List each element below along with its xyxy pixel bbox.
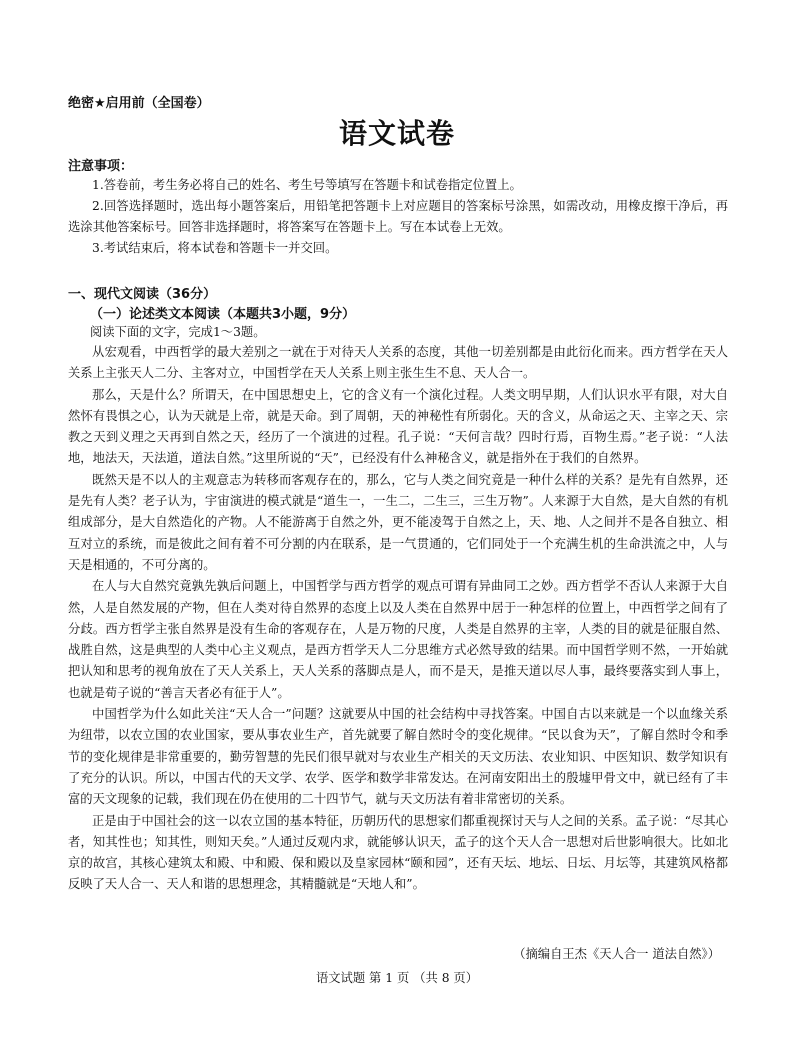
notice-item: 3.考试结束后，将本试卷和答题卡一并交回。 [92, 241, 338, 255]
subsection-heading: （一）论述类文本阅读（本题共3小题，9分） [90, 307, 356, 322]
reading-instruction: 阅读下面的文字，完成1～3题。 [90, 325, 266, 339]
passage-paragraph: 既然天是不以人的主观意志为转移而客观存在的，那么，它与人类之间究竟是一种什么样的关系？是先有自然界，还是先有人类？老子认为，宇宙演进的模式就是“道生一，一生二，二生三，三生万物”。人来源于大自然，是大自然的有机组成部分，是大自然造化的产物。人不能游离于自然之外，更不能凌驾于自然之上，天、地、人之间并不是各自独立、相互对立的系统，而是彼此之间有着不可分割的内在联系，是一气贯通的，它们同处于一个充满生机的生命洪流之中，人与天是相通的，不可分离的。 [68, 472, 728, 572]
reading-passage [68, 342, 728, 896]
section-heading: 一、现代文阅读（36分） [68, 287, 217, 302]
passage-paragraph: 在人与大自然究竟孰先孰后问题上，中国哲学与西方哲学的观点可谓有异曲同工之妙。西方哲学不否认人来源于大自然，人是自然发展的产物，但在人类对待自然界的态度上以及人类在自然界中居于一种怎样的位置上，中西哲学之间有了分歧。西方哲学主张自然界是没有生命的客观存在，人是万物的尺度，人类是自然界的主宰，人类的目的就是征服自然、战胜自然，这是典型的人类中心主义观点，是西方哲学天人二分思维方式必然导致的结果。而中国哲学则不然，一开始就把认知和思考的视角放在了天人关系上，天人关系的落脚点是人，而不是天，是推天道以尽人事，最终要落实到人事上，也就是荀子说的“善言天者必有征于人”。 [68, 579, 728, 700]
notice-item: 2.回答选择题时，选出每小题答案后，用铅笔把答题卡上对应题目的答案标号涂黑，如需改动，用橡皮擦干净后，再选涂其他答案标号。回答非选择题时，将答案写在答题卡上。写在本试卷上无效。 [68, 199, 728, 234]
notice-list [68, 175, 728, 259]
passage-source: （摘编自王杰《天人合一 道法自然》） [513, 947, 720, 961]
passage-paragraph: 那么，天是什么？所谓天，在中国思想史上，它的含义有一个演化过程。人类文明早期，人们认识水平有限，对大自然怀有畏惧之心，认为天就是上帝，就是天命。到了周朝，天的神秘性有所弱化。天的含义，从命运之天、主宰之天、宗教之天到义理之天再到自然之天，经历了一个演进的过程。孔子说：“天何言哉？四时行焉，百物生焉。”老子说：“人法地，地法天，天法道，道法自然。”这里所说的“天”，已经没有什么神秘含义，就是指外在于我们的自然界。 [68, 387, 728, 466]
passage-paragraph: 中国哲学为什么如此关注“天人合一”问题？这就要从中国的社会结构中寻找答案。中国自古以来就是一个以血缘关系为纽带，以农立国的农业国家，要从事农业生产，首先就要了解自然时令的变化规律。“民以食为天”，了解自然时令和季节的变化规律是非常重要的，勤劳智慧的先民们很早就对与农业生产相关的天文历法、农业知识、中医知识、数学知识有了充分的认识。所以，中国古代的天文学、农学、医学和数学非常发达。在河南安阳出土的殷墟甲骨文中，就已经有了丰富的天文现象的记载，我们现在仍在使用的二十四节气，就与天文历法有着非常密切的关系。 [68, 707, 728, 807]
passage-paragraph: 正是由于中国社会的这一以农立国的基本特征，历朝历代的思想家们都重视探讨天与人之间的关系。孟子说：“尽其心者，知其性也；知其性，则知天矣。”人通过反观内求，就能够认识天，孟子的这个天人合一思想对后世影响很大。比如北京的故宫，其核心建筑太和殿、中和殿、保和殿以及皇家园林“颐和园”，还有天坛、地坛、日坛、月坛等，其建筑风格都反映了天人合一、天人和谐的思想理念，其精髓就是“天地人和”。 [68, 813, 728, 892]
page-footer: 语文试题 第 1 页 （共 8 页） [315, 971, 479, 985]
notice-item: 1.答卷前，考生务必将自己的姓名、考生号等填写在答题卡和试卷指定位置上。 [92, 178, 522, 192]
page-title: 语文试卷 [338, 117, 455, 150]
confidential-label: 绝密★启用前（全国卷） [68, 96, 210, 111]
notice-heading: 注意事项： [68, 159, 134, 174]
passage-paragraph: 从宏观看，中西哲学的最大差别之一就在于对待天人关系的态度，其他一切差别都是由此衍化而来。西方哲学在天人关系上主张天人二分、主客对立，中国哲学在天人关系上则主张生生不息、天人合一。 [68, 345, 728, 381]
